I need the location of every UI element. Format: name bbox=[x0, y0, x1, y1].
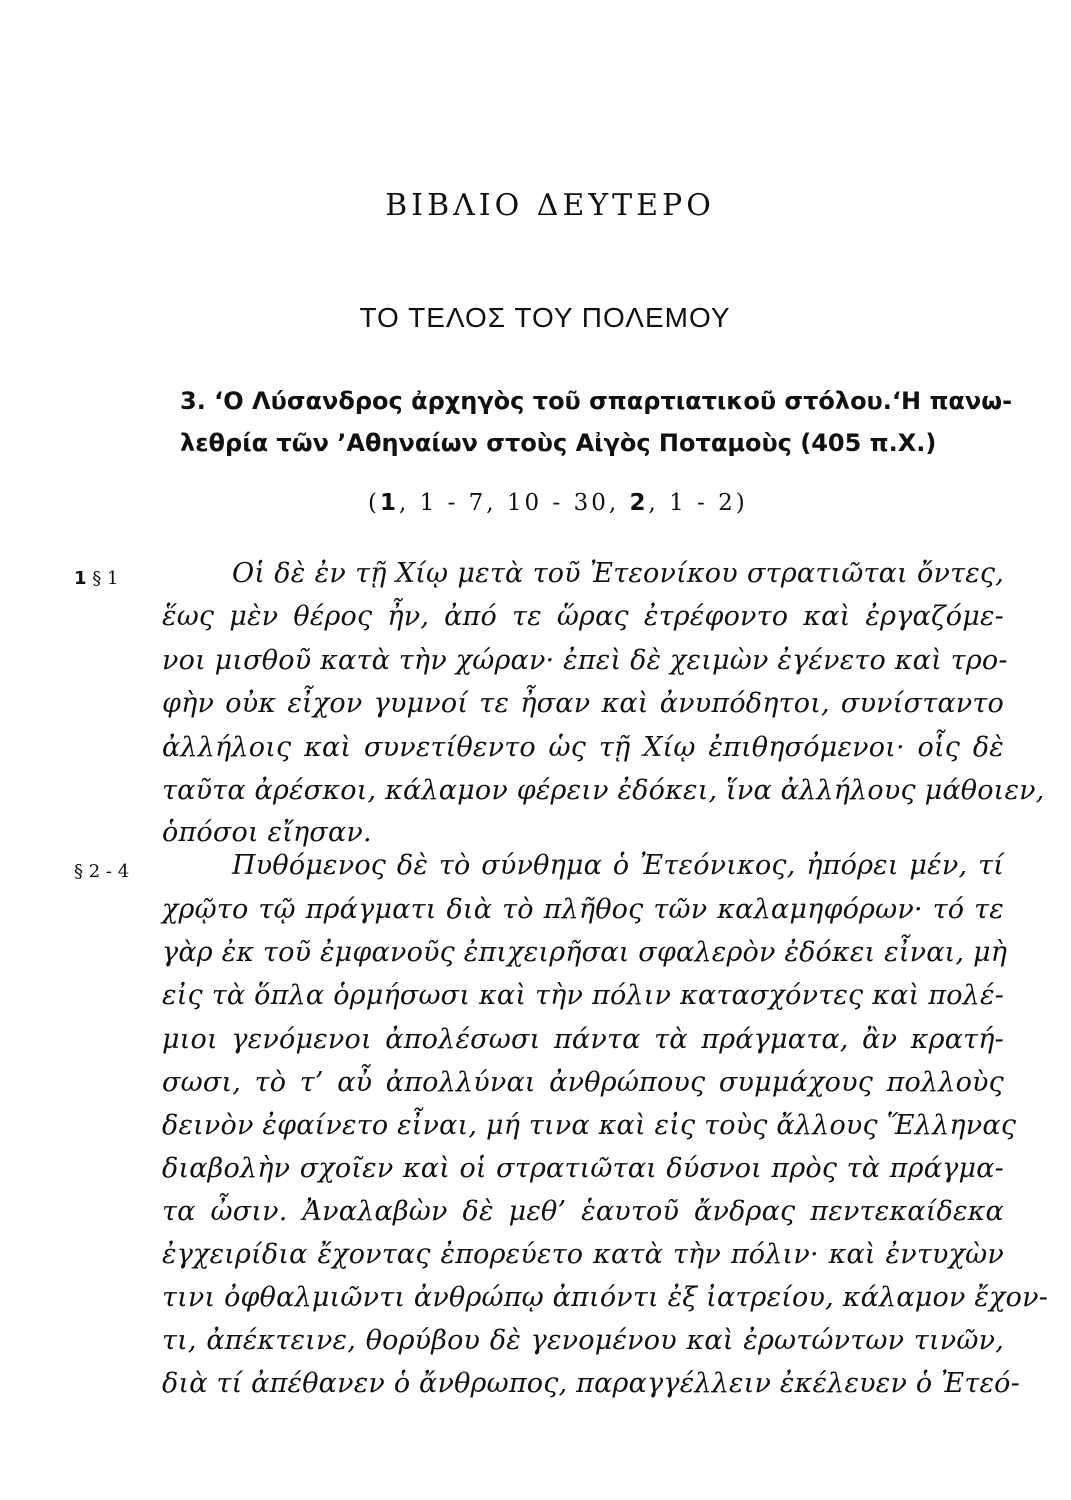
margin-reference bbox=[74, 861, 129, 882]
section-ref-book: 1 bbox=[379, 490, 399, 516]
text-line: Οἱ δὲ ἐν τῇ Χίῳ μετὰ τοῦ Ἐτεονίκου στρατιῶται ὄντες, bbox=[232, 558, 1004, 589]
text-line: τι, ἀπέκτεινε, θορύβου δὲ γενομένου καὶ ἐρωτώντων τινῶν, bbox=[162, 1325, 1004, 1356]
text-line: ἀλλήλοις καὶ συνετίθεντο ὡς τῇ Χίῳ ἐπιθησόμενοι· οἷς δὲ bbox=[162, 732, 1004, 763]
margin-ref-book: 1 bbox=[74, 568, 87, 589]
text-line: Πυθόμενος δὲ τὸ σύνθημα ὁ Ἐτεόνικος, ἠπόρει μέν, τί bbox=[232, 850, 1004, 881]
section-ref-mid: , 1 - 7, 10 - 30, bbox=[399, 490, 630, 516]
text-line: ταῦτα ἀρέσκοι, κάλαμον φέρειν ἐδόκει, ἵνα ἀλλήλους μάθοιεν, bbox=[162, 775, 1045, 806]
book-title: ΒΙΒΛΙΟ ΔΕΥΤΕΡΟ bbox=[385, 188, 715, 223]
section-ref-close: , 1 - 2) bbox=[648, 490, 748, 516]
text-line: χρῷτο τῷ πράγματι διὰ τὸ πλῆθος τῶν καλαμηφόρων· τό τε bbox=[162, 894, 1004, 925]
text-line: ἕως μὲν θέρος ἦν, ἀπό τε ὥρας ἐτρέφοντο καὶ ἐργαζόμε- bbox=[162, 601, 1004, 632]
section-heading-line: 3. ‘Ο Λύσανδρος ἀρχηγὸς τοῦ σπαρτιατικοῦ στόλου.‘Η πανω- bbox=[180, 387, 1013, 415]
section-heading-line: λεθρία τῶν ’Αθηναίων στοὺς Αἰγὸς Ποταμοὺς (405 π.Χ.) bbox=[180, 429, 937, 457]
margin-ref-section: § 2 - 4 bbox=[74, 861, 130, 882]
text-line: μιοι γενόμενοι ἀπολέσωσι πάντα τὰ πράγματα, ἂν κρατή- bbox=[162, 1024, 1004, 1055]
text-line: διὰ τί ἀπέθανεν ὁ ἄνθρωπος, παραγγέλλειν ἐκέλευεν ὁ Ἐτεό- bbox=[162, 1368, 1020, 1399]
margin-reference bbox=[74, 568, 118, 589]
section-ref-book2: 2 bbox=[629, 490, 649, 516]
text-line: εἰς τὰ ὅπλα ὁρμήσωσι καὶ τὴν πόλιν κατασχόντες καὶ πολέ- bbox=[162, 980, 1004, 1011]
text-line: νοι μισθοῦ κατὰ τὴν χώραν· ἐπεὶ δὲ χειμὼν ἐγένετο καὶ τρο- bbox=[162, 645, 1008, 676]
text-line: διαβολὴν σχοῖεν καὶ οἱ στρατιῶται δύσνοι πρὸς τὰ πράγμα- bbox=[162, 1153, 1004, 1184]
text-line: γὰρ ἐκ τοῦ ἐμφανοῦς ἐπιχειρῆσαι σφαλερὸν ἐδόκει εἶναι, μὴ bbox=[162, 937, 1008, 968]
margin-ref-section: § 1 bbox=[86, 568, 119, 589]
text-line: σωσι, τὸ τ’ αὖ ἀπολλύναι ἀνθρώπους συμμάχους πολλοὺς bbox=[162, 1067, 1004, 1098]
text-line: ὁπόσοι εἴησαν. bbox=[162, 817, 372, 848]
section-ref-open: ( bbox=[368, 490, 380, 516]
section-heading bbox=[180, 380, 1020, 464]
section-reference bbox=[368, 490, 748, 516]
text-line: δεινὸν ἐφαίνετο εἶναι, μή τινα καὶ εἰς τοὺς ἄλλους Ἕλληνας bbox=[162, 1110, 1017, 1141]
text-line: ἐγχειρίδια ἔχοντας ἐπορεύετο κατὰ τὴν πόλιν· καὶ ἐντυχὼν bbox=[162, 1239, 1004, 1270]
text-line: τα ὦσιν. Ἀναλαβὼν δὲ μεθ’ ἑαυτοῦ ἄνδρας πεντεκαίδεκα bbox=[162, 1196, 1004, 1227]
text-line: φὴν οὐκ εἶχον γυμνοί τε ἦσαν καὶ ἀνυπόδητοι, συνίσταντο bbox=[162, 688, 1004, 719]
chapter-title: ΤΟ ΤΕΛΟΣ ΤΟΥ ΠΟΛΕΜΟΥ bbox=[359, 302, 731, 333]
text-line: τινι ὀφθαλμιῶντι ἀνθρώπῳ ἀπιόντι ἐξ ἰατρείου, κάλαμον ἔχον- bbox=[162, 1282, 1049, 1313]
